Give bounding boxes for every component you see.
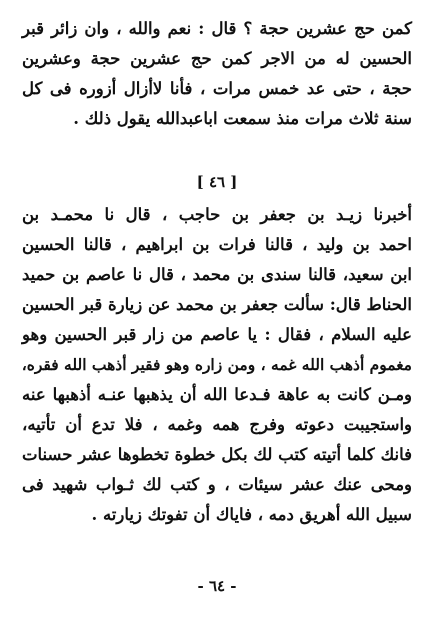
page-number: - ٦٤ - [197,577,237,595]
text-line: أخبرنا زيـد بن جعفر بن حاجب ، قال نا محمـد بن [22,205,412,224]
paragraph-top [22,14,412,134]
text-line: فانك كلما أتيته كتب لك بكل خطوة تخطوها عشر حسنات [22,445,412,464]
text-line: الحسين له من الاجر كمن حج عشرين حجة وعشرين [22,49,412,68]
text-line: احمد بن وليد ، قالنا فرات بن ابراهيم ، قالنا الحسين [22,235,412,254]
text-line: ومحى عنك عشر سيئات ، و كتب لك ثـواب شهيد فى [22,475,412,494]
text-line: ومـن كانت به عاهة فـدعا الله أن يذهبها عنـه أذهبها عنه [22,385,412,404]
text-line: ابن سعيد، قالنا سندى بن محمد ، قال نا عاصم بن حميد [22,265,412,284]
document-page [22,0,412,618]
text-line: سبيل الله أهريق دمه ، فاياك أن تفوتك زيارته . [91,505,412,524]
text-line: مغموم أذهب الله غمه ، ومن زاره وهو فقير أذهب الله فقره، [21,355,412,374]
text-line: عليه السلام ، فقال : يا عاصم من زار قبر الحسين وهو [22,325,412,344]
text-line: سنة ثلاث مرات منذ سمعت اباعبدالله يقول ذلك . [73,109,412,128]
text-line: كمن حج عشرين حجة ؟ قال : نعم والله ، وان زائر قبر [22,19,412,38]
paragraph-main [22,200,412,530]
section-heading: [ ٤٦ ] [196,173,238,191]
text-line: واستجيبت دعوته وفرج همه وغمه ، فلا تدع أن تأتيه، [22,415,412,434]
text-line: الحناط قال: سألت جعفر بن محمد عن زيارة قبر الحسين [22,295,412,314]
text-line: حجة ، حتى عد خمس مرات ، فأنا لاأزال أزوره فى كل [22,79,412,98]
